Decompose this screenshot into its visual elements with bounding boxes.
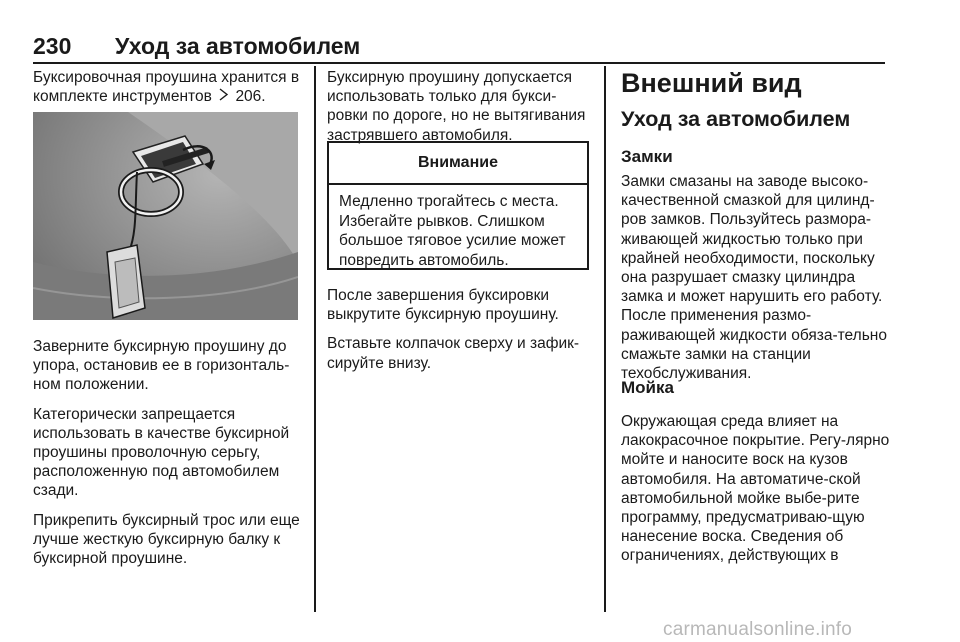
locks-text bbox=[621, 172, 893, 393]
towing-eye-drawing bbox=[33, 112, 298, 320]
paragraph: Вставьте колпачок сверху и зафик-сируйте внизу. bbox=[327, 335, 580, 372]
paragraph: Заверните буксирную проушину до упора, остановив ее в горизонталь-ном положении. bbox=[33, 338, 290, 394]
column-divider-right bbox=[604, 66, 606, 612]
paragraph: Категорически запрещается использовать в качестве буксирной проушины проволочную серьгу, расположенную под автомобилем сзади. bbox=[33, 405, 290, 500]
paragraph: Прикрепить буксирный трос или еще лучше жесткую буксирную балку к буксирной проушине. bbox=[33, 511, 300, 568]
wash-text bbox=[621, 412, 893, 576]
page-reference-arrow-icon bbox=[218, 88, 229, 101]
towing-eye-illustration bbox=[33, 112, 298, 320]
intro-ref-page[interactable]: 206. bbox=[235, 88, 266, 106]
subsection-heading: Уход за автомобилем bbox=[621, 107, 851, 131]
chapter-title: Уход за автомобилем bbox=[115, 33, 361, 59]
page-number: 230 bbox=[33, 33, 72, 59]
column-divider-left bbox=[314, 66, 316, 612]
paragraph: Окружающая среда влияет на лакокрасочное покрытие. Регу-лярно мойте и наносите воск на кузов автомобиля. На автоматиче-ской автомобильной мойке выбе-рите программу, предусматриваю-щую нанесение воска. Сведения об ограничениях, действующих в bbox=[621, 413, 890, 565]
intro-text: Буксировочная проушина хранится в комплекте инструментов bbox=[33, 69, 300, 106]
header-rule bbox=[33, 62, 885, 64]
warning-text: Медленно трогайтесь с места. Избегайте рывков. Слишком большое тяговое усилие может повредить автомобиль. bbox=[339, 193, 566, 269]
column-1-body bbox=[33, 337, 301, 578]
column-2-body bbox=[327, 286, 592, 383]
warning-title: Внимание bbox=[329, 143, 587, 185]
watermark: carmanualsonline.info bbox=[663, 619, 853, 640]
warning-box bbox=[327, 141, 589, 270]
section-heading: Внешний вид bbox=[621, 68, 802, 98]
paragraph: Буксирную проушину допускается использовать только для букси-ровки по дороге, но не вытягивания застрявшего автомобиля. bbox=[327, 69, 586, 144]
wash-heading: Мойка bbox=[621, 378, 674, 397]
column-1-intro bbox=[33, 68, 301, 106]
paragraph: После завершения буксировки выкрутите буксирную проушину. bbox=[327, 287, 559, 324]
paragraph: Замки смазаны на заводе высоко-качественной смазкой для цилинд-ров замков. Пользуйтесь размора-живающей жидкостью только при крайней необходимости, поскольку она разрушает смазку цилиндра замка и может нарушить его работу. После применения размо-раживающей жидкости обяза-тельно смажьте замки на станции техобслуживания. bbox=[621, 173, 887, 383]
locks-heading: Замки bbox=[621, 147, 673, 166]
